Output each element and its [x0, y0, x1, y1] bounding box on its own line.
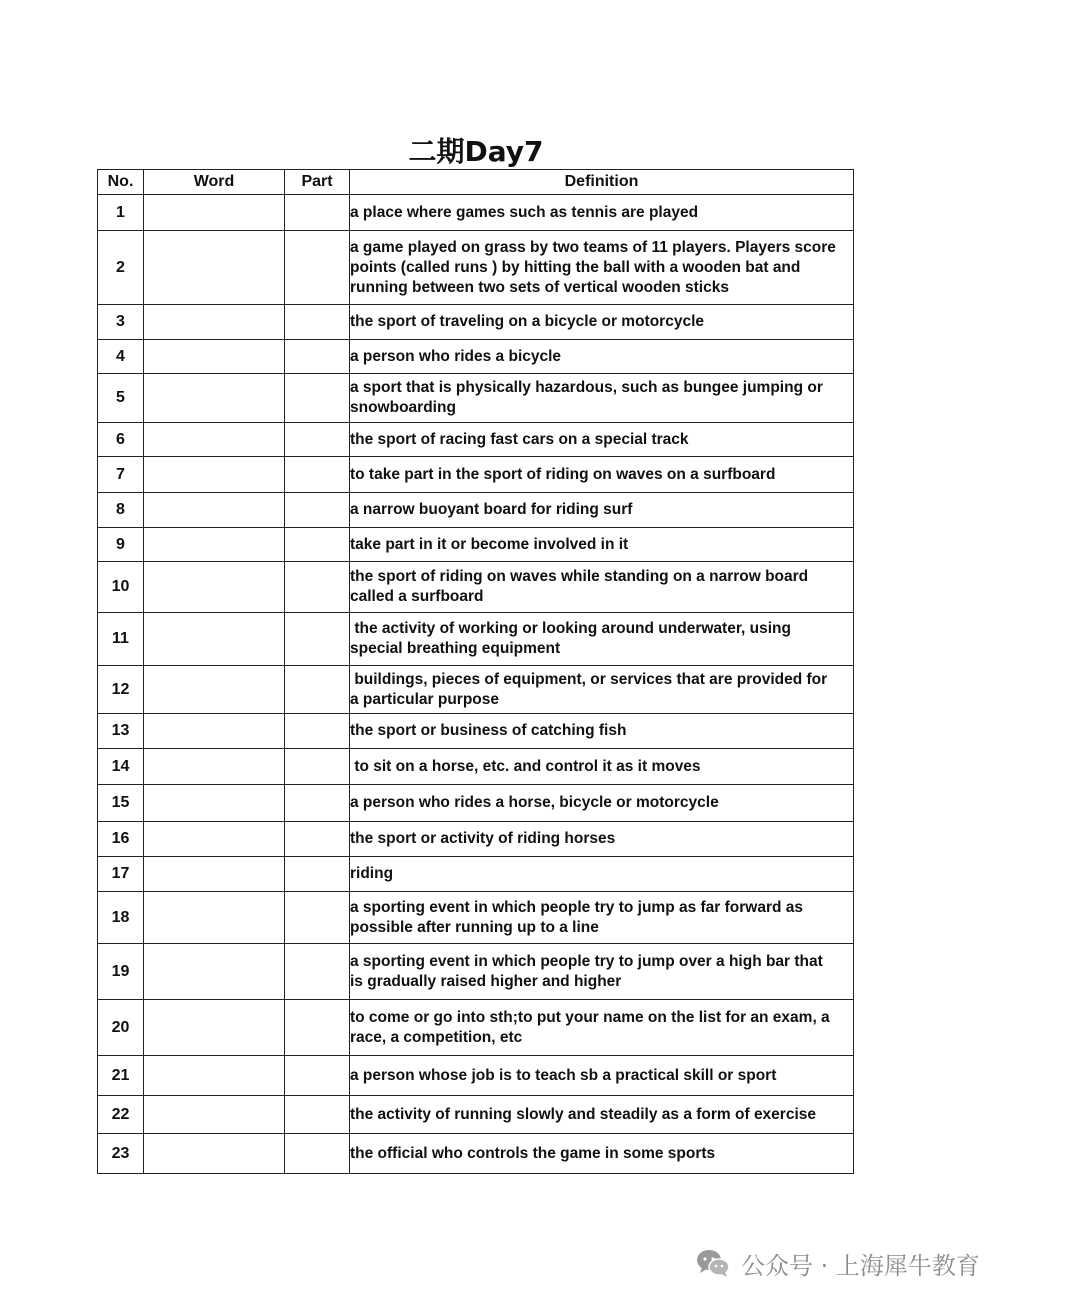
- part-cell[interactable]: [285, 305, 350, 340]
- row-number: 6: [98, 423, 144, 457]
- word-cell[interactable]: [144, 423, 285, 457]
- row-number: 9: [98, 528, 144, 562]
- word-cell[interactable]: [144, 892, 285, 944]
- definition-cell: the activity of working or looking around underwater, using special breathing equipment: [350, 613, 854, 666]
- word-cell[interactable]: [144, 822, 285, 857]
- table-row: [98, 785, 854, 822]
- page-title: 二期Day7: [408, 135, 544, 168]
- row-number: 23: [98, 1134, 144, 1174]
- table-row: [98, 374, 854, 423]
- table-row: [98, 1056, 854, 1096]
- word-cell[interactable]: [144, 493, 285, 528]
- row-number: 13: [98, 714, 144, 749]
- definition-cell: take part in it or become involved in it: [350, 528, 854, 562]
- part-cell[interactable]: [285, 1056, 350, 1096]
- table-row: [98, 666, 854, 714]
- definition-cell: a place where games such as tennis are played: [350, 195, 854, 231]
- table-row: [98, 528, 854, 562]
- definition-cell: a person who rides a bicycle: [350, 340, 854, 374]
- definition-cell: the sport or business of catching fish: [350, 714, 854, 749]
- definition-cell: the official who controls the game in some sports: [350, 1134, 854, 1174]
- table-row: [98, 857, 854, 892]
- table-row: [98, 1134, 854, 1174]
- part-cell[interactable]: [285, 493, 350, 528]
- row-number: 22: [98, 1096, 144, 1134]
- wechat-icon: [695, 1248, 731, 1278]
- part-cell[interactable]: [285, 231, 350, 305]
- row-number: 17: [98, 857, 144, 892]
- definition-cell: the sport or activity of riding horses: [350, 822, 854, 857]
- definition-cell: a sporting event in which people try to jump as far forward as possible after running up to a line: [350, 892, 854, 944]
- definition-cell: the activity of running slowly and steadily as a form of exercise: [350, 1096, 854, 1134]
- word-cell[interactable]: [144, 1056, 285, 1096]
- header-word: Word: [144, 170, 285, 195]
- row-number: 15: [98, 785, 144, 822]
- row-number: 11: [98, 613, 144, 666]
- word-cell[interactable]: [144, 1096, 285, 1134]
- row-number: 10: [98, 562, 144, 613]
- definition-cell: the sport of riding on waves while standing on a narrow board called a surfboard: [350, 562, 854, 613]
- part-cell[interactable]: [285, 423, 350, 457]
- header-no: No.: [98, 170, 144, 195]
- header-part: Part: [285, 170, 350, 195]
- part-cell[interactable]: [285, 857, 350, 892]
- row-number: 3: [98, 305, 144, 340]
- row-number: 19: [98, 944, 144, 1000]
- word-cell[interactable]: [144, 714, 285, 749]
- definition-cell: the sport of traveling on a bicycle or motorcycle: [350, 305, 854, 340]
- row-number: 18: [98, 892, 144, 944]
- word-cell[interactable]: [144, 1134, 285, 1174]
- word-cell[interactable]: [144, 562, 285, 613]
- word-cell[interactable]: [144, 613, 285, 666]
- word-cell[interactable]: [144, 785, 285, 822]
- word-cell[interactable]: [144, 231, 285, 305]
- row-number: 5: [98, 374, 144, 423]
- part-cell[interactable]: [285, 714, 350, 749]
- part-cell[interactable]: [285, 457, 350, 493]
- definition-cell: a sport that is physically hazardous, such as bungee jumping or snowboarding: [350, 374, 854, 423]
- row-number: 20: [98, 1000, 144, 1056]
- row-number: 14: [98, 749, 144, 785]
- table-header-row: [98, 170, 854, 195]
- definition-cell: buildings, pieces of equipment, or services that are provided for a particular purpose: [350, 666, 854, 714]
- row-number: 2: [98, 231, 144, 305]
- definition-cell: to sit on a horse, etc. and control it as it moves: [350, 749, 854, 785]
- word-cell[interactable]: [144, 666, 285, 714]
- table-row: [98, 749, 854, 785]
- table-row: [98, 493, 854, 528]
- row-number: 7: [98, 457, 144, 493]
- table-row: [98, 562, 854, 613]
- word-cell[interactable]: [144, 195, 285, 231]
- definition-cell: to come or go into sth;to put your name on the list for an exam, a race, a competition, etc: [350, 1000, 854, 1056]
- part-cell[interactable]: [285, 613, 350, 666]
- table-row: [98, 340, 854, 374]
- part-cell[interactable]: [285, 892, 350, 944]
- table-row: [98, 714, 854, 749]
- word-cell[interactable]: [144, 340, 285, 374]
- definition-cell: the sport of racing fast cars on a special track: [350, 423, 854, 457]
- table-row: [98, 892, 854, 944]
- table-row: [98, 195, 854, 231]
- part-cell[interactable]: [285, 944, 350, 1000]
- table-row: [98, 423, 854, 457]
- wechat-watermark: [695, 1246, 980, 1280]
- part-cell[interactable]: [285, 562, 350, 613]
- part-cell[interactable]: [285, 666, 350, 714]
- row-number: 4: [98, 340, 144, 374]
- part-cell[interactable]: [285, 374, 350, 423]
- definition-cell: a game played on grass by two teams of 11 players. Players score points (called runs ) by hitting the ball with a wooden bat and running between two sets of vertical wooden sticks: [350, 231, 854, 305]
- part-cell[interactable]: [285, 785, 350, 822]
- definition-cell: a sporting event in which people try to jump over a high bar that is gradually raised higher and higher: [350, 944, 854, 1000]
- row-number: 1: [98, 195, 144, 231]
- part-cell[interactable]: [285, 1134, 350, 1174]
- word-cell[interactable]: [144, 528, 285, 562]
- table-row: [98, 822, 854, 857]
- definition-cell: a person who rides a horse, bicycle or motorcycle: [350, 785, 854, 822]
- word-cell[interactable]: [144, 944, 285, 1000]
- part-cell[interactable]: [285, 822, 350, 857]
- table-row: [98, 457, 854, 493]
- header-definition: Definition: [350, 170, 854, 195]
- table-row: [98, 944, 854, 1000]
- row-number: 8: [98, 493, 144, 528]
- row-number: 21: [98, 1056, 144, 1096]
- part-cell[interactable]: [285, 1000, 350, 1056]
- definition-cell: a narrow buoyant board for riding surf: [350, 493, 854, 528]
- word-cell[interactable]: [144, 1000, 285, 1056]
- row-number: 16: [98, 822, 144, 857]
- vocab-table: [97, 169, 854, 1174]
- definition-cell: riding: [350, 857, 854, 892]
- table-row: [98, 613, 854, 666]
- word-cell[interactable]: [144, 857, 285, 892]
- watermark-text: 公众号 · 上海犀牛教育: [741, 1251, 980, 1280]
- table-row: [98, 1000, 854, 1056]
- definition-cell: a person whose job is to teach sb a practical skill or sport: [350, 1056, 854, 1096]
- part-cell[interactable]: [285, 528, 350, 562]
- row-number: 12: [98, 666, 144, 714]
- definition-cell: to take part in the sport of riding on waves on a surfboard: [350, 457, 854, 493]
- part-cell[interactable]: [285, 340, 350, 374]
- part-cell[interactable]: [285, 195, 350, 231]
- table-row: [98, 1096, 854, 1134]
- table-row: [98, 231, 854, 305]
- table-row: [98, 305, 854, 340]
- word-cell[interactable]: [144, 457, 285, 493]
- word-cell[interactable]: [144, 749, 285, 785]
- part-cell[interactable]: [285, 1096, 350, 1134]
- word-cell[interactable]: [144, 305, 285, 340]
- word-cell[interactable]: [144, 374, 285, 423]
- part-cell[interactable]: [285, 749, 350, 785]
